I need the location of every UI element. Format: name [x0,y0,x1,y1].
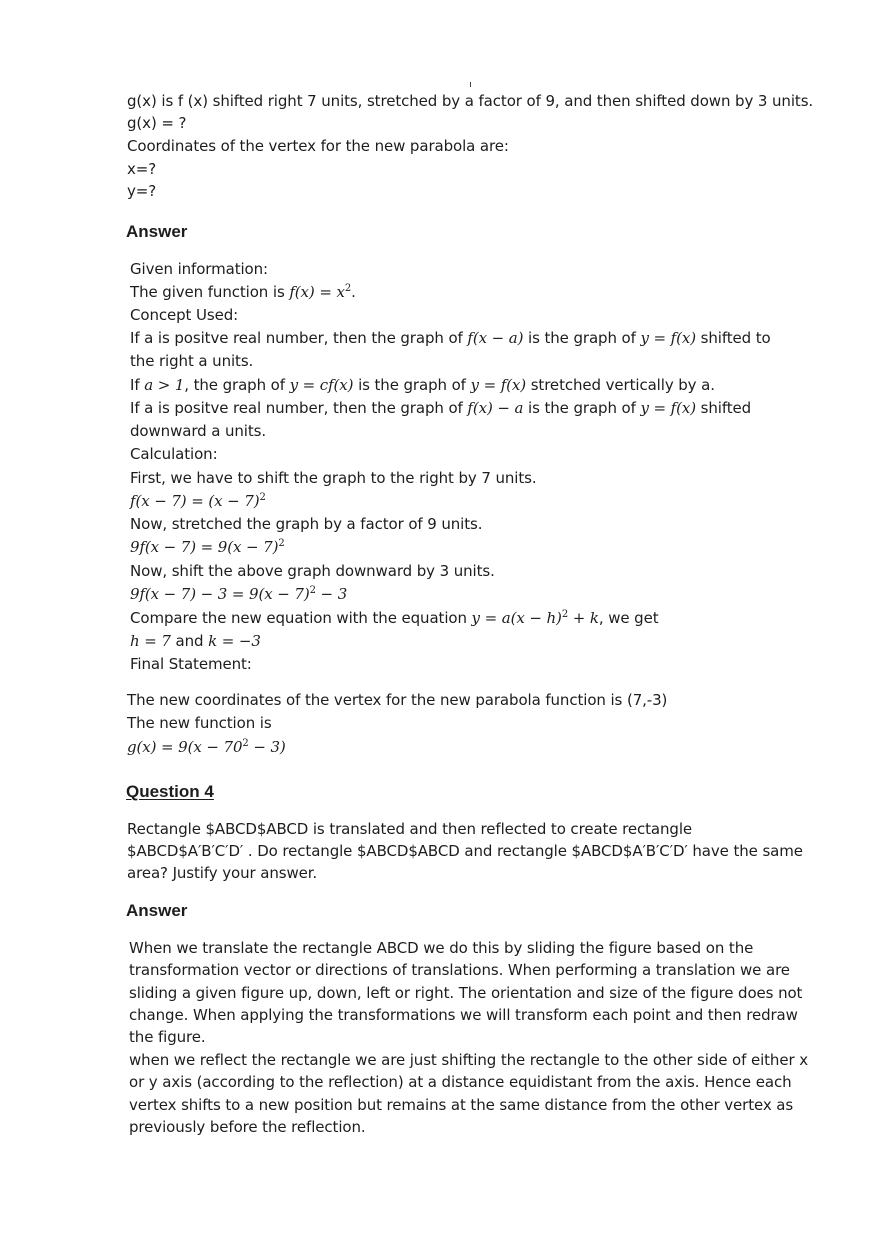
question-line: Coordinates of the vertex for the new parabola are: [127,137,509,155]
question-line: g(x) = ? [127,114,187,132]
equation: $f(x - 7) = (x - 7)^2$ [130,492,266,510]
question-line: Rectangle $ABCD$ABCD is translated and then reflected to create rectangle [127,820,693,838]
calculation-line: h = 7 and k = −3 [130,632,261,650]
answer-line: transformation vector or directions of translations. When performing a translation we are [129,961,790,979]
question-line: x=? [127,160,157,178]
concept-heading: Concept Used: [130,306,239,324]
calculation-line: Now, stretched the graph by a factor of 9 units. [130,515,483,533]
calculation-heading: Calculation: [130,445,218,463]
concept-line: If a is positve real number, then the graph of f(x − a) is the graph of y = f(x) shifted to [130,329,771,347]
given-heading: Given information: [130,260,268,278]
answer-line: the figure. [129,1028,206,1046]
question-heading: Question 4 [126,782,214,801]
stray-mark [470,82,471,87]
equation: $9f(x - 7) = 9(x - 7)^2$ [130,538,285,556]
answer-line: When we translate the rectangle ABCD we do this by sliding the figure based on the [129,939,754,957]
answer-line: vertex shifts to a new position but remains at the same distance from the other vertex as [129,1096,794,1114]
answer-line: change. When applying the transformations we will transform each point and then redraw [129,1006,798,1024]
question-line: g(x) is f (x) shifted right 7 units, stretched by a factor of 9, and then shifted down by 3 units. [127,92,814,110]
calculation-line: First, we have to shift the graph to the right by 7 units. [130,469,537,487]
final-heading: Final Statement: [130,655,252,673]
equation: $g(x) = 9(x - 70^2 - 3)$ [127,738,286,756]
answer-heading: Answer [126,222,188,241]
question-line: y=? [127,182,157,200]
math-expression: $f(x) = x^2$ [289,283,352,301]
answer-line: when we reflect the rectangle we are just shifting the rectangle to the other side of either x [129,1051,808,1069]
answer-line: sliding a given figure up, down, left or right. The orientation and size of the figure does not [129,984,803,1002]
answer-line: previously before the reflection. [129,1118,366,1136]
answer-heading: Answer [126,901,188,920]
concept-line: downward a units. [130,422,267,440]
calculation-line: Now, shift the above graph downward by 3 units. [130,562,495,580]
calculation-line: Compare the new equation with the equation $y = a(x - h)^2 + k$, we get [130,609,659,627]
concept-line: If a > 1, the graph of y = cf(x) is the graph of y = f(x) stretched vertically by a. [130,376,715,394]
concept-line: the right a units. [130,352,254,370]
question-line: $ABCD$A′B′C′D′ . Do rectangle $ABCD$ABCD and rectangle $ABCD$A′B′C′D′ have the same [127,842,803,860]
concept-line: If a is positve real number, then the graph of f(x) − a is the graph of y = f(x) shifted [130,399,752,417]
final-line: The new coordinates of the vertex for the new parabola function is (7,-3) [127,691,668,709]
final-line: The new function is [127,714,272,732]
equation: $9f(x - 7) - 3 = 9(x - 7)^2 - 3$ [130,585,348,603]
answer-line: or y axis (according to the reflection) at a distance equidistant from the axis. Hence each [129,1073,792,1091]
given-line: The given function is $f(x) = x^2$. [130,283,356,301]
question-line: area? Justify your answer. [127,864,318,882]
